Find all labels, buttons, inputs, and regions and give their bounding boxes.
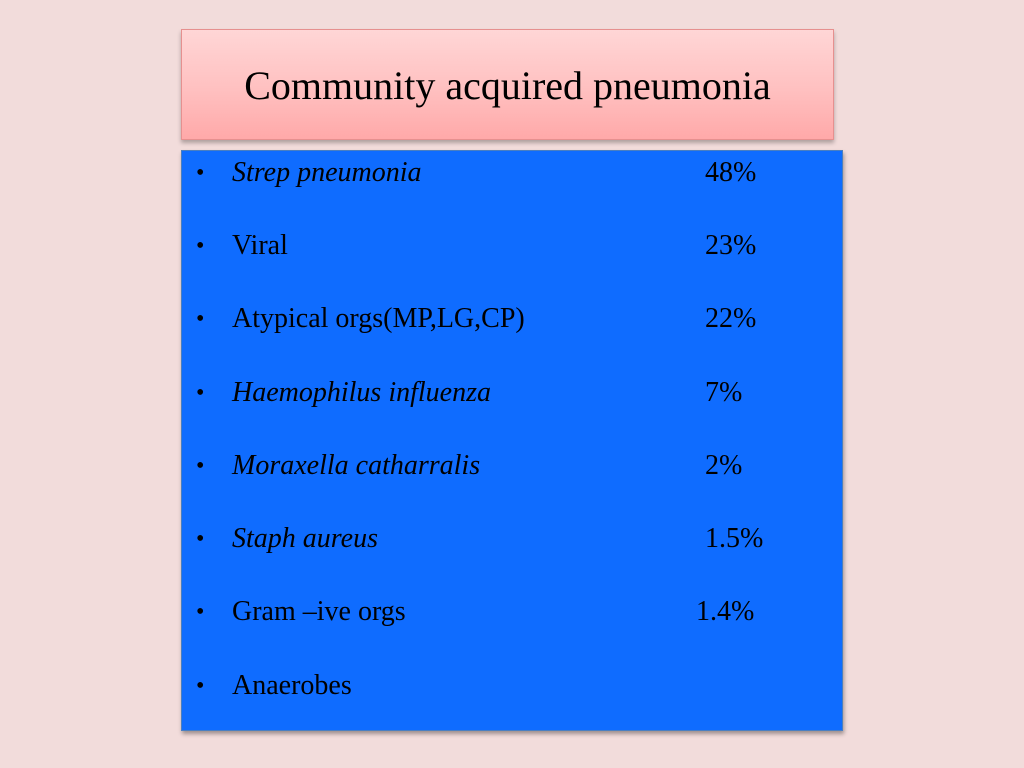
list-item xyxy=(182,592,842,632)
item-value: 1.5% xyxy=(705,523,764,554)
bullet-icon: • xyxy=(196,526,205,552)
item-label: Viral xyxy=(232,230,288,261)
content-box xyxy=(181,150,843,731)
list-item xyxy=(182,446,842,486)
bullet-icon: • xyxy=(196,673,205,699)
list-item xyxy=(182,226,842,266)
item-value: 2% xyxy=(705,450,743,481)
list-item xyxy=(182,373,842,413)
item-value: 22% xyxy=(705,303,757,334)
item-label: Haemophilus influenza xyxy=(232,377,491,408)
bullet-icon: • xyxy=(196,233,205,259)
item-value: 7% xyxy=(705,377,743,408)
bullet-icon: • xyxy=(196,599,205,625)
item-label: Anaerobes xyxy=(232,670,352,701)
list-item xyxy=(182,666,842,706)
list-item xyxy=(182,299,842,339)
list-item xyxy=(182,153,842,193)
bullet-icon: • xyxy=(196,306,205,332)
item-label: Moraxella catharralis xyxy=(232,450,481,481)
item-label: Gram –ive orgs xyxy=(232,596,406,627)
item-label: Staph aureus xyxy=(232,523,378,554)
item-label: Atypical orgs(MP,LG,CP) xyxy=(232,303,525,334)
item-label: Strep pneumonia xyxy=(232,157,422,188)
item-value: 1.4% xyxy=(696,596,755,627)
bullet-icon: • xyxy=(196,380,205,406)
list-item xyxy=(182,519,842,559)
bullet-icon: • xyxy=(196,160,205,186)
item-value: 48% xyxy=(705,157,757,188)
title-box xyxy=(181,29,834,140)
item-value: 23% xyxy=(705,230,757,261)
bullet-icon: • xyxy=(196,453,205,479)
slide-title: Community acquired pneumonia xyxy=(244,63,771,108)
